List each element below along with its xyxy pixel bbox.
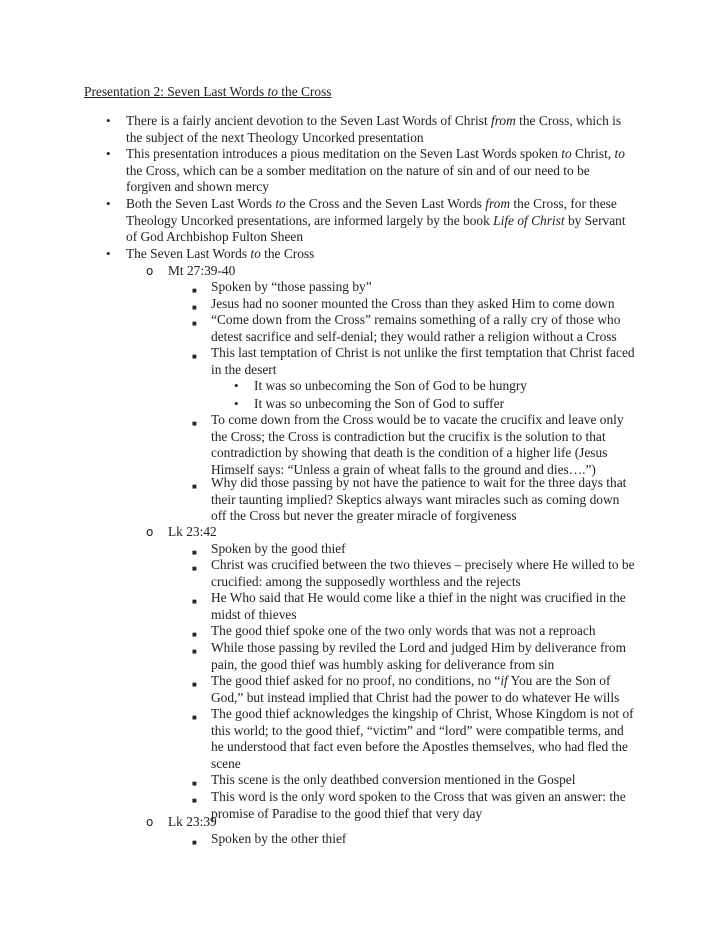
page-title: Presentation 2: Seven Last Words to the Cross — [84, 84, 332, 99]
square-bullet-icon: ■ — [192, 419, 197, 428]
list-item: ■ Spoken by “those passing by” — [211, 279, 638, 296]
square-bullet-icon: ■ — [192, 564, 197, 573]
list-item: ■ He Who said that He would come like a thief in the night was crucified in the midst of thieves — [192, 590, 626, 622]
square-bullet-icon: ■ — [192, 597, 197, 606]
square-bullet-icon: ■ — [192, 286, 197, 295]
bullet-item: • This presentation introduces a pious meditation on the Seven Last Words spoken to Christ, to the Cross, which can be a somber meditation on the nature of sin and of our need to be forgiven and shown mercy — [106, 146, 625, 195]
list-item: ■ Spoken by the other thief — [211, 831, 638, 848]
bullet-item: • The Seven Last Words to the Cross — [106, 246, 315, 261]
list-item: ■ The good thief acknowledges the kingship of Christ, Whose Kingdom is not of this world; to the good thief, “victim” and “lord” were compatible terms, and he understood that fact even before the Apostles themselves, who had fled the scene — [192, 706, 634, 771]
bullet-marker: • — [234, 378, 239, 393]
square-bullet-icon: ■ — [192, 303, 197, 312]
list-item: ■ To come down from the Cross would be to vacate the crucifix and leave only the Cross; the Cross is contradiction but the crucifix is the solution to that contradiction by showing that death is the condition of a higher life (Jesus Himself says: “Unless a grain of wheat falls to the ground and dies….”) — [192, 412, 624, 477]
bullet-marker: • — [106, 113, 111, 128]
square-bullet-icon: ■ — [192, 647, 197, 656]
scripture-reference: o Mt 27:39-40 — [146, 263, 236, 278]
scripture-reference: o Lk 23:42 — [146, 524, 217, 539]
bullet-marker: • — [106, 146, 111, 161]
bullet-item: • Both the Seven Last Words to the Cross and the Seven Last Words from the Cross, for these Theology Uncorked presentations, are informed largely by the book Life of Christ by Servant of God Archbishop Fulton Sheen — [106, 196, 626, 245]
circle-marker: o — [146, 264, 154, 278]
list-item: ■ Christ was crucified between the two thieves – precisely where He willed to be crucified: among the supposedly worthless and the rejects — [192, 557, 635, 589]
list-item: ■ Jesus had no sooner mounted the Cross than they asked Him to come down — [211, 296, 638, 313]
square-bullet-icon: ■ — [192, 713, 197, 722]
list-item: ■ The good thief spoke one of the two only words that was not a reproach — [211, 623, 638, 640]
scripture-reference: o Lk 23:39 — [146, 814, 217, 829]
square-bullet-icon: ■ — [192, 352, 197, 361]
sub-list-item: • It was so unbecoming the Son of God to suffer — [234, 396, 505, 411]
square-bullet-icon: ■ — [192, 548, 197, 557]
square-bullet-icon: ■ — [192, 796, 197, 805]
list-item: ■ This last temptation of Christ is not unlike the first temptation that Christ faced in the desert — [192, 345, 635, 377]
bullet-marker: • — [106, 196, 111, 211]
bullet-item: • There is a fairly ancient devotion to the Seven Last Words of Christ from the Cross, which is the subject of the next Theology Uncorked presentation — [106, 113, 622, 145]
square-bullet-icon: ■ — [192, 779, 197, 788]
circle-marker: o — [146, 525, 154, 539]
list-item: ■ While those passing by reviled the Lord and judged Him by deliverance from pain, the good thief was humbly asking for deliverance from sin — [192, 640, 626, 672]
list-item: ■ Why did those passing by not have the patience to wait for the three days that their taunting implied? Skeptics always want miracles such as coming down off the Cross but never the greater miracle of forgiveness — [192, 475, 627, 524]
square-bullet-icon: ■ — [192, 319, 197, 328]
square-bullet-icon: ■ — [192, 482, 197, 491]
bullet-marker: • — [106, 246, 111, 261]
list-item: ■ This word is the only word spoken to the Cross that was given an answer: the promise of Paradise to the good thief that very day — [192, 789, 626, 821]
list-item: ■ The good thief asked for no proof, no conditions, no “if You are the Son of God,” but instead implied that Christ had the power to do whatever He wills — [192, 673, 620, 705]
list-item: ■ This scene is the only deathbed conversion mentioned in the Gospel — [211, 772, 638, 789]
bullet-marker: • — [234, 396, 239, 411]
square-bullet-icon: ■ — [192, 838, 197, 847]
square-bullet-icon: ■ — [192, 630, 197, 639]
list-item: ■ “Come down from the Cross” remains something of a rally cry of those who detest sacrifice and self-denial; they would rather a religion without a Cross — [192, 312, 621, 344]
sub-list-item: • It was so unbecoming the Son of God to be hungry — [234, 378, 527, 393]
circle-marker: o — [146, 815, 154, 829]
list-item: ■ Spoken by the good thief — [211, 541, 638, 558]
square-bullet-icon: ■ — [192, 680, 197, 689]
